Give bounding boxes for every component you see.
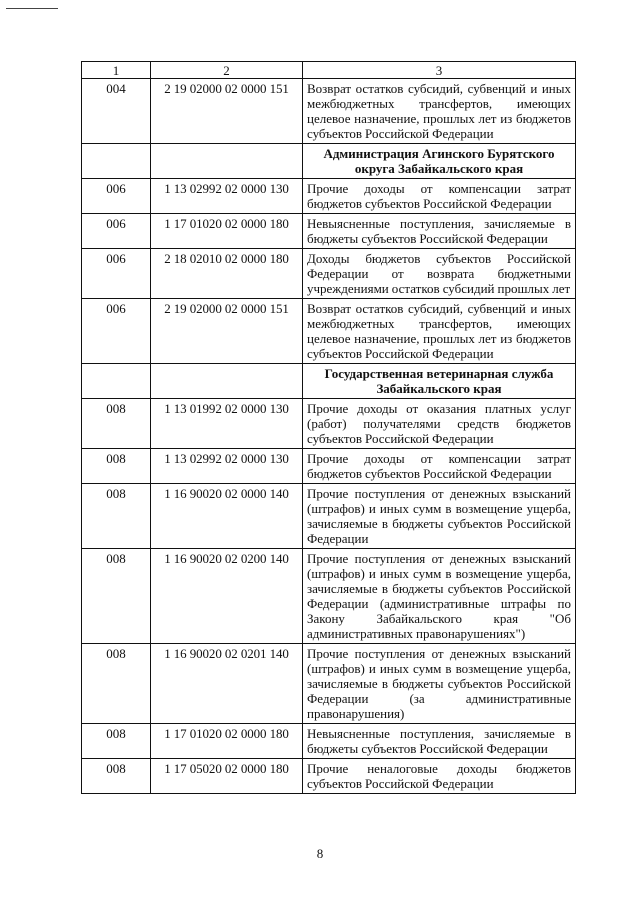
revenue-description-cell: Невыясненные поступления, зачисляемые в бюджеты субъектов Российской Федерации	[303, 214, 576, 249]
column-number-2: 2	[151, 62, 303, 79]
section-title: Государственная ветеринарная служба Забайкальского края	[303, 364, 576, 399]
admin-code-cell: 008	[82, 644, 151, 724]
revenue-description-cell: Прочие поступления от денежных взысканий (штрафов) и иных сумм в возмещение ущерба, зачисляемые в бюджеты субъектов Российской Федерации (за административные правонарушения)	[303, 644, 576, 724]
revenue-code-table	[81, 61, 576, 794]
revenue-description-cell: Доходы бюджетов субъектов Российской Федерации от возврата бюджетными учреждениями остатков субсидий прошлых лет	[303, 249, 576, 299]
revenue-description-cell: Прочие неналоговые доходы бюджетов субъектов Российской Федерации	[303, 759, 576, 794]
table-row	[82, 484, 576, 549]
table-row	[82, 299, 576, 364]
revenue-description-cell: Прочие доходы от оказания платных услуг (работ) получателями средств бюджетов субъектов Российской Федерации	[303, 399, 576, 449]
section-header-row	[82, 364, 576, 399]
column-number-3: 3	[303, 62, 576, 79]
revenue-code-cell: 2 18 02010 02 0000 180	[151, 249, 303, 299]
scan-corner-mark	[6, 8, 58, 9]
revenue-description-cell: Прочие доходы от компенсации затрат бюджетов субъектов Российской Федерации	[303, 179, 576, 214]
table-row	[82, 79, 576, 144]
table-row	[82, 759, 576, 794]
table-row	[82, 214, 576, 249]
section-header-row	[82, 144, 576, 179]
revenue-description-cell: Прочие поступления от денежных взысканий (штрафов) и иных сумм в возмещение ущерба, зачисляемые в бюджеты субъектов Российской Федерации	[303, 484, 576, 549]
admin-code-cell: 004	[82, 79, 151, 144]
empty-cell	[82, 364, 151, 399]
revenue-code-cell: 1 16 90020 02 0000 140	[151, 484, 303, 549]
admin-code-cell: 008	[82, 449, 151, 484]
admin-code-cell: 008	[82, 549, 151, 644]
revenue-code-cell: 1 13 02992 02 0000 130	[151, 179, 303, 214]
revenue-code-cell: 1 16 90020 02 0201 140	[151, 644, 303, 724]
table-row	[82, 399, 576, 449]
admin-code-cell: 008	[82, 724, 151, 759]
revenue-code-cell: 1 17 01020 02 0000 180	[151, 724, 303, 759]
table-row	[82, 449, 576, 484]
revenue-code-cell: 1 17 01020 02 0000 180	[151, 214, 303, 249]
revenue-code-cell: 1 17 05020 02 0000 180	[151, 759, 303, 794]
revenue-code-cell: 1 13 02992 02 0000 130	[151, 449, 303, 484]
table-row	[82, 179, 576, 214]
admin-code-cell: 006	[82, 179, 151, 214]
admin-code-cell: 006	[82, 249, 151, 299]
table-body	[82, 62, 576, 794]
admin-code-cell: 008	[82, 484, 151, 549]
admin-code-cell: 008	[82, 759, 151, 794]
admin-code-cell: 006	[82, 214, 151, 249]
table-row	[82, 249, 576, 299]
revenue-code-cell: 2 19 02000 02 0000 151	[151, 79, 303, 144]
section-title: Администрация Агинского Бурятского округа Забайкальского края	[303, 144, 576, 179]
empty-cell	[82, 144, 151, 179]
revenue-description-cell: Возврат остатков субсидий, субвенций и иных межбюджетных трансфертов, имеющих целевое назначение, прошлых лет из бюджетов субъектов Российской Федерации	[303, 299, 576, 364]
empty-cell	[151, 364, 303, 399]
admin-code-cell: 008	[82, 399, 151, 449]
column-number-row	[82, 62, 576, 79]
revenue-code-cell: 2 19 02000 02 0000 151	[151, 299, 303, 364]
revenue-code-cell: 1 16 90020 02 0200 140	[151, 549, 303, 644]
empty-cell	[151, 144, 303, 179]
table-row	[82, 644, 576, 724]
revenue-description-cell: Прочие поступления от денежных взысканий (штрафов) и иных сумм в возмещение ущерба, зачисляемые в бюджеты субъектов Российской Федерации (административные штрафы по Закону Забайкальского края "Об административных правонарушениях")	[303, 549, 576, 644]
revenue-code-cell: 1 13 01992 02 0000 130	[151, 399, 303, 449]
page-number: 8	[316, 846, 324, 861]
table-row	[82, 549, 576, 644]
table-row	[82, 724, 576, 759]
revenue-description-cell: Возврат остатков субсидий, субвенций и иных межбюджетных трансфертов, имеющих целевое назначение, прошлых лет из бюджетов субъектов Российской Федерации	[303, 79, 576, 144]
column-number-1: 1	[82, 62, 151, 79]
revenue-description-cell: Невыясненные поступления, зачисляемые в бюджеты субъектов Российской Федерации	[303, 724, 576, 759]
admin-code-cell: 006	[82, 299, 151, 364]
revenue-description-cell: Прочие доходы от компенсации затрат бюджетов субъектов Российской Федерации	[303, 449, 576, 484]
